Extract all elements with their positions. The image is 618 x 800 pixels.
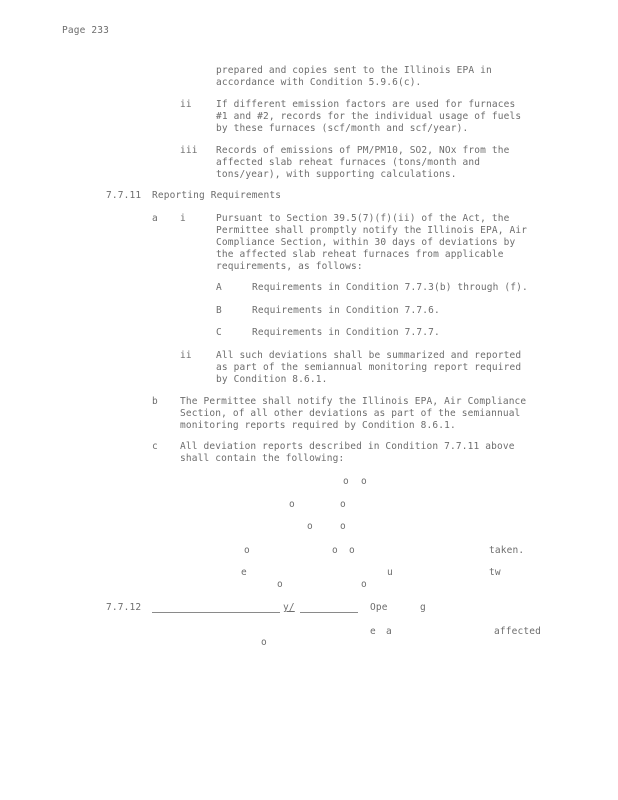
text-line: All such deviations shall be summarized and reported: [216, 350, 522, 361]
text-line: tons/year), with supporting calculations.: [216, 169, 457, 180]
section-number: 7.7.12: [106, 602, 142, 613]
text-fragment: o: [361, 579, 367, 590]
text-line: shall contain the following:: [180, 453, 345, 464]
text-line: Requirements in Condition 7.7.6.: [252, 305, 440, 316]
text-fragment: e: [241, 567, 247, 578]
text-fragment: o: [289, 499, 295, 510]
text-fragment: o: [340, 499, 346, 510]
text-line: #1 and #2, records for the individual usage of fuels: [216, 111, 522, 122]
text-fragment: tw: [489, 567, 501, 578]
text-fragment: g: [420, 602, 426, 613]
text-fragment: o: [349, 545, 355, 556]
text-fragment: e: [370, 626, 376, 637]
text-fragment: a: [386, 626, 392, 637]
page-header: Page 233: [62, 25, 109, 36]
text-line: Requirements in Condition 7.7.3(b) through (f).: [252, 282, 528, 293]
text-fragment: o: [340, 521, 346, 532]
text-line: as part of the semiannual monitoring report required: [216, 362, 522, 373]
heading-underline: [300, 612, 358, 613]
text-fragment: y/: [283, 602, 295, 613]
section-number: 7.7.11: [106, 190, 142, 201]
text-line: The Permittee shall notify the Illinois EPA, Air Compliance: [180, 396, 527, 407]
heading-underline: [152, 612, 280, 613]
text-line: Permittee shall promptly notify the Illinois EPA, Air: [216, 225, 528, 236]
text-line: If different emission factors are used for furnaces: [216, 99, 516, 110]
text-line: All deviation reports described in Condition 7.7.11 above: [180, 441, 515, 452]
text-fragment: o: [244, 545, 250, 556]
text-fragment: o: [261, 637, 267, 648]
text-line: requirements, as follows:: [216, 261, 363, 272]
section-heading: Reporting Requirements: [152, 190, 282, 201]
text-fragment: u: [387, 567, 393, 578]
text-line: Requirements in Condition 7.7.7.: [252, 327, 440, 338]
item-marker: a: [152, 213, 158, 224]
item-marker: ii: [180, 350, 192, 361]
text-line: accordance with Condition 5.9.6(c).: [216, 77, 422, 88]
text-line: Records of emissions of PM/PM10, SO2, NOx from the: [216, 145, 510, 156]
text-line: by these furnaces (scf/month and scf/year).: [216, 123, 469, 134]
item-marker: b: [152, 396, 158, 407]
text-line: by Condition 8.6.1.: [216, 374, 328, 385]
text-line: Section, of all other deviations as part of the semiannual: [180, 408, 521, 419]
text-fragment: o: [332, 545, 338, 556]
text-fragment: taken.: [489, 545, 525, 556]
text-fragment: o: [307, 521, 313, 532]
item-marker: A: [216, 282, 222, 293]
item-marker: ii: [180, 99, 192, 110]
text-fragment: o: [277, 579, 283, 590]
item-marker: iii: [180, 145, 198, 156]
text-fragment: o: [361, 476, 367, 487]
item-marker: c: [152, 441, 158, 452]
text-fragment: affected: [494, 626, 541, 637]
item-marker: C: [216, 327, 222, 338]
text-fragment: o: [343, 476, 349, 487]
text-line: monitoring reports required by Condition 8.6.1.: [180, 420, 456, 431]
text-line: Pursuant to Section 39.5(7)(f)(ii) of the Act, the: [216, 213, 510, 224]
item-marker: B: [216, 305, 222, 316]
text-line: prepared and copies sent to the Illinois EPA in: [216, 65, 492, 76]
text-line: the affected slab reheat furnaces from applicable: [216, 249, 504, 260]
text-line: Compliance Section, within 30 days of deviations by: [216, 237, 516, 248]
item-marker: i: [180, 213, 186, 224]
text-line: affected slab reheat furnaces (tons/month and: [216, 157, 481, 168]
text-fragment: Ope: [370, 602, 388, 613]
